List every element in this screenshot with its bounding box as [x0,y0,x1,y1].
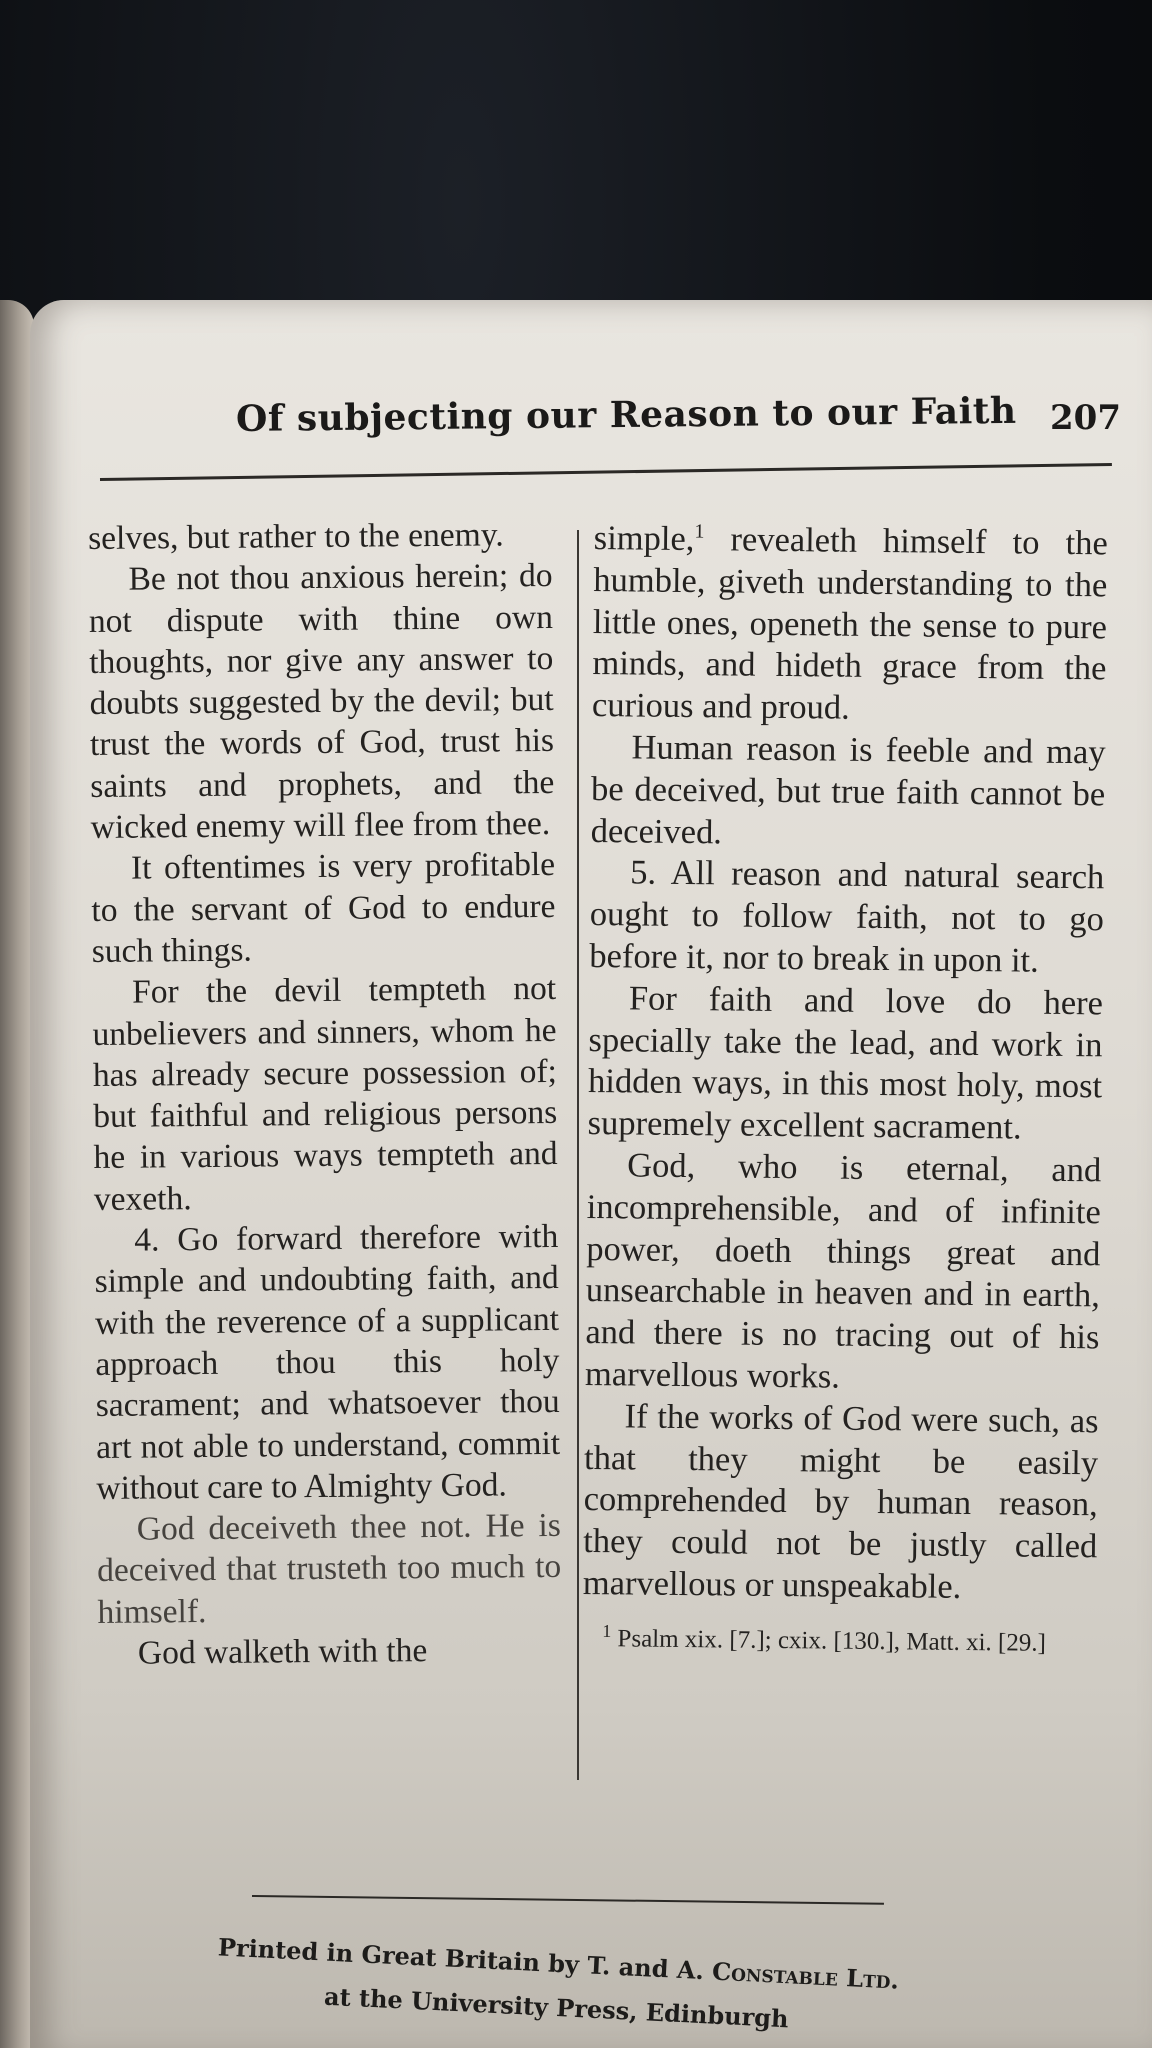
right-paragraph-1-rest: revealeth himself to the humble, giveth understanding to the little ones, openeth the sense to pure minds, and hideth grace from the curious and proud. [591,520,1108,727]
left-paragraph-3: It oftentimes is very profitable to the servant of God to endure such things. [91,846,556,970]
right-paragraph-6: If the works of God were such, as that they might be easily comprehended by human reason, they could not be justly called marvellous or unspeakable. [582,1397,1099,1606]
left-paragraph-1: selves, but rather to the enemy. [88,516,504,557]
imprint-line-1-text: Printed in Great Britain by T. and A. [217,1932,713,1986]
footnote-reference: 1 [694,520,705,543]
footnote-text: Psalm xix. [7.]; cxix. [130.], Matt. xi. [29.] [611,1624,1047,1657]
left-paragraph-4: For the devil tempteth not unbelievers and sinners, whom he has already secure possession of; but faithful and religious persons he in various ways tempteth and vexeth. [92,970,558,1218]
footnote-marker: 1 [602,1620,612,1641]
left-paragraph-5: 4. Go forward therefore with simple and undoubting faith, and with the reverence of a supplicant approach thou this holy sacrament; and whatsoever thou art not able to understand, commit without care to Almighty God. [94,1217,561,1507]
footnote [582,1620,1096,1659]
page-number: 207 [1050,398,1121,438]
right-paragraph-5: God, who is eternal, and incomprehensible, and of infinite power, doeth things great and unsearchable in heaven and in earth, and there is no tracing out of his marvellous works. [584,1146,1102,1396]
right-paragraph-3: 5. All reason and natural search ought to follow faith, not to go before it, nor to break in upon it. [589,853,1105,980]
running-title: Of subjecting our Reason to our Faith [235,389,1017,440]
imprint-printer-name: Constable Ltd. [711,1956,900,1995]
column-divider [577,530,579,1780]
imprint-line-2: at the University Press, Edinburgh [323,1981,790,2034]
right-paragraph-4: For faith and love do here specially take the lead, and work in hidden ways, in this most holy, most supremely excellent sacrament. [587,979,1104,1147]
right-paragraph-2: Human reason is feeble and may be deceived, but true faith cannot be deceived. [590,728,1106,851]
right-paragraph-1 [592,518,1108,732]
right-paragraph-1-start: simple, [593,518,695,559]
left-column [88,514,562,1674]
left-paragraph-6: God deceiveth thee not. He is deceived that trusteth too much to himself. [97,1507,562,1631]
left-paragraph-2: Be not thou anxious herein; do not dispute with thine own thoughts, nor give any answer to doubts suggested by the devil; but trust the words of God, trust his saints and prophets, and the wicked enemy will flee from thee. [88,557,555,847]
right-column [582,518,1108,1659]
left-paragraph-7: God walketh with the [137,1632,428,1672]
facing-page-edge [0,300,34,2048]
